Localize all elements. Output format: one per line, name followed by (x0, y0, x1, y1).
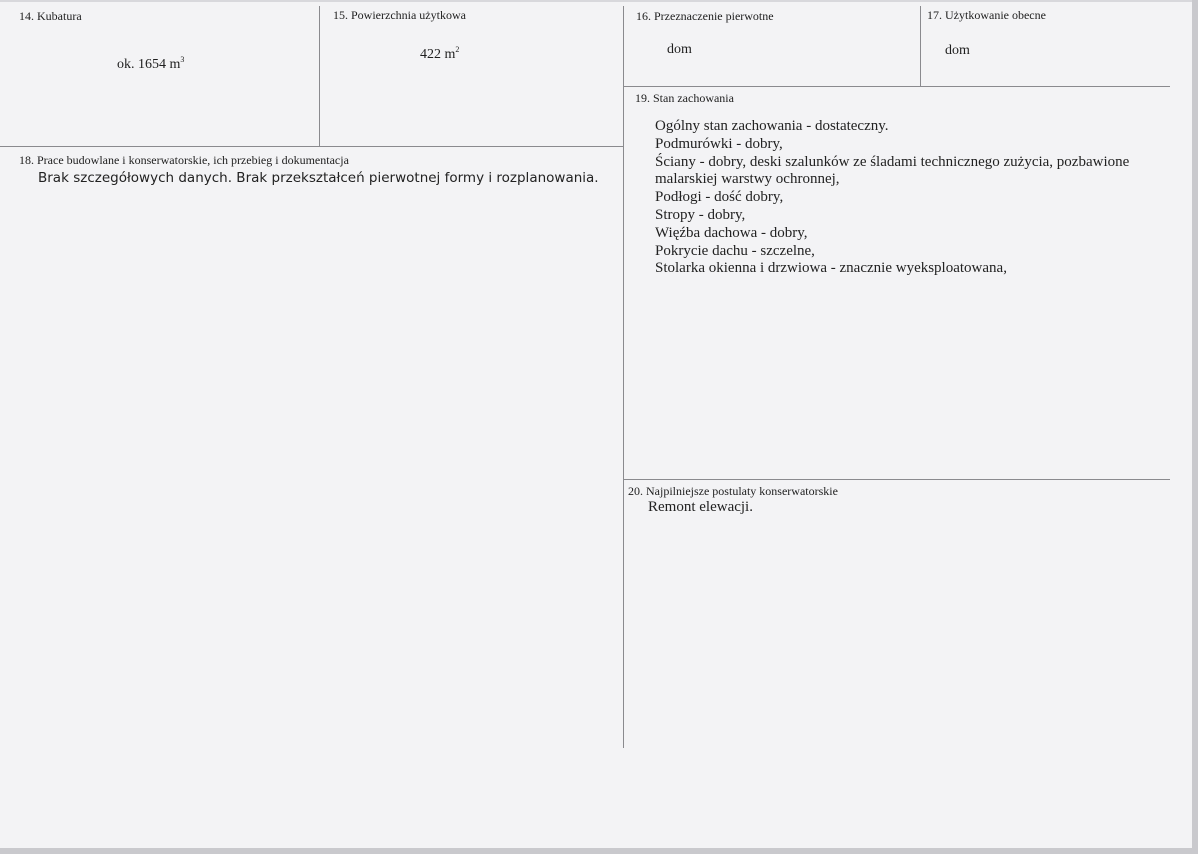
scan-edge-top (0, 0, 1198, 2)
field-17-value: dom (945, 43, 970, 58)
field-14-value-text: ok. 1654 m (117, 57, 181, 72)
condition-line: Ogólny stan zachowania - dostateczny. (655, 118, 889, 134)
condition-line: Pokrycie dachu - szczelne, (655, 242, 815, 259)
divider-h-16-19 (623, 86, 1170, 87)
condition-line: Więźba dachowa - dobry, (655, 224, 808, 241)
scan-edge-bottom (0, 848, 1198, 854)
field-20-value: Remont elewacji. (648, 499, 753, 515)
field-16-label: 16. Przeznaczenie pierwotne (636, 9, 774, 23)
field-18-label: 18. Prace budowlane i konserwatorskie, ich przebieg i dokumentacja (19, 153, 349, 167)
divider-h-19-20 (623, 479, 1170, 480)
field-15-unit-sup: 2 (455, 45, 460, 54)
field-15-value-text: 422 m (420, 47, 456, 62)
condition-line: malarskiej warstwy ochronnej, (655, 171, 840, 188)
field-19-label: 19. Stan zachowania (635, 91, 734, 105)
condition-line: Stolarka okienna i drzwiowa - znacznie wyeksploatowana, (655, 260, 1007, 277)
condition-line: Stropy - dobry, (655, 206, 746, 223)
field-14-unit-sup: 3 (180, 55, 185, 64)
field-20-label: 20. Najpilniejsze postulaty konserwatorskie (628, 484, 838, 498)
field-17-label: 17. Użytkowanie obecne (927, 8, 1046, 22)
condition-line: Podłogi - dość dobry, (655, 189, 784, 206)
field-14-label: 14. Kubatura (19, 9, 82, 23)
condition-line: Ściany - dobry, deski szalunków ze śladami technicznego zużycia, pozbawione (655, 153, 1130, 170)
divider-v-14-15 (319, 6, 320, 147)
field-15-label: 15. Powierzchnia użytkowa (333, 8, 466, 22)
condition-line: Podmurówki - dobry, (655, 135, 783, 152)
scan-edge-right (1192, 0, 1198, 854)
field-19-list (655, 118, 1129, 278)
divider-h-14-18 (0, 146, 623, 147)
field-15-value (420, 45, 459, 63)
field-18-value: Brak szczegółowych danych. Brak przekształceń pierwotnej formy i rozplanowania. (38, 170, 599, 186)
field-16-value: dom (667, 42, 692, 57)
divider-v-main (623, 6, 624, 748)
divider-v-16-17 (920, 6, 921, 86)
field-14-value (117, 55, 184, 73)
